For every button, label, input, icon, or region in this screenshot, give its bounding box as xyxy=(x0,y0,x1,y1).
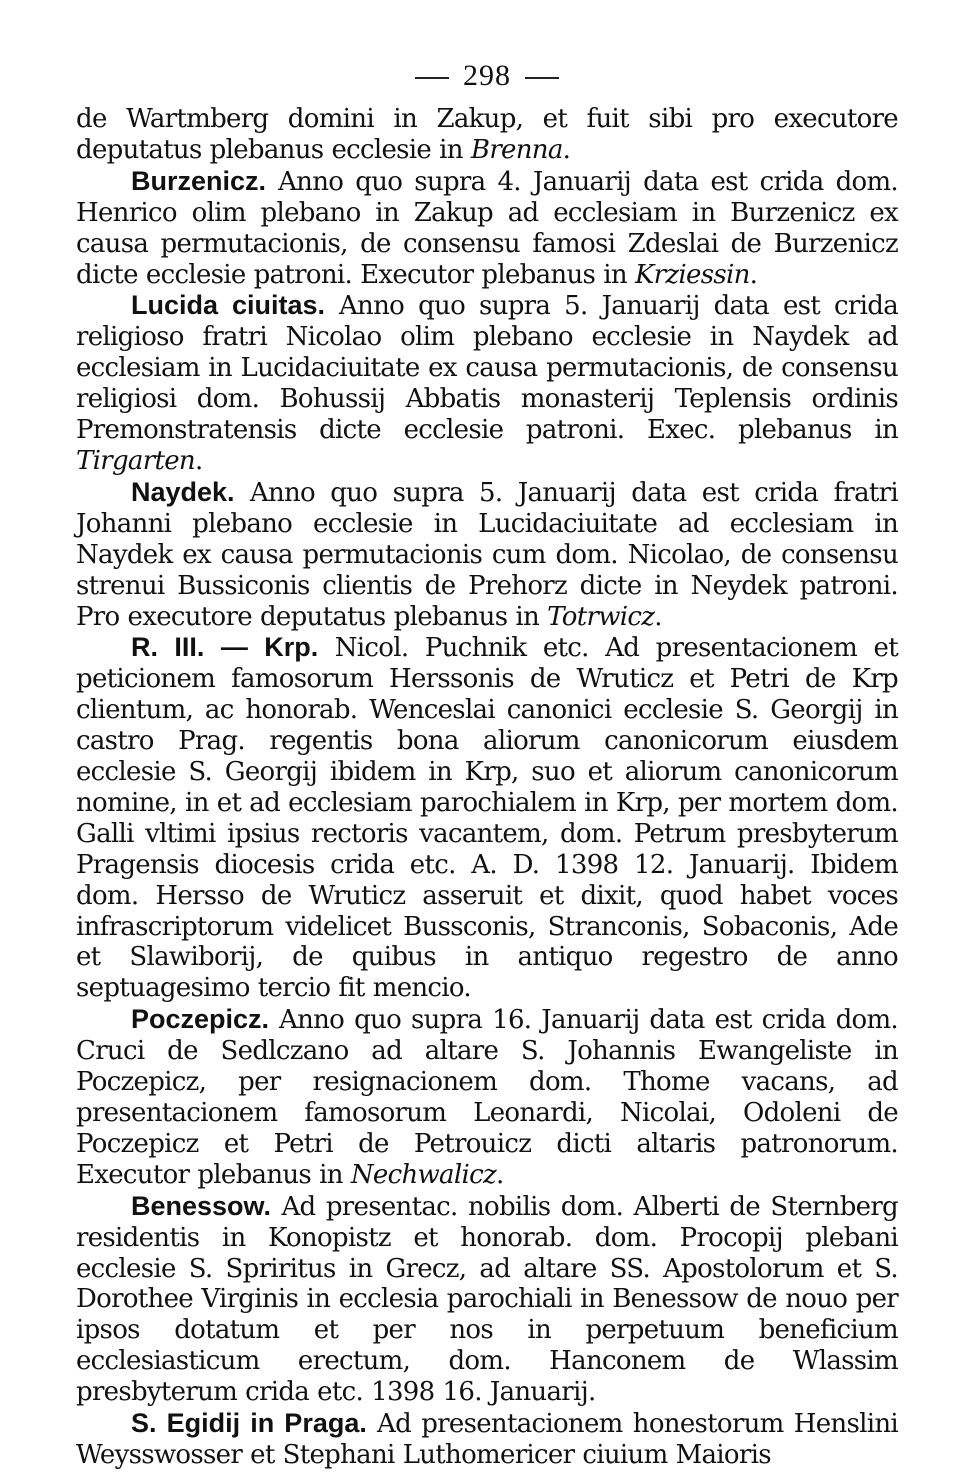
entry-heading: Poczepicz. xyxy=(131,1004,270,1035)
entry-heading: S. Egidij in Praga. xyxy=(131,1408,367,1439)
paragraph-text: . xyxy=(654,601,662,632)
entry-heading: Burzenicz. xyxy=(131,165,267,196)
header-dash-right xyxy=(525,77,559,79)
italic-place-name: Nechwalicz xyxy=(350,1159,496,1190)
paragraph-text: Ad presentacionem honestorum Henslini Weysswosser et Stephani Luthomericer ciuium Maioris xyxy=(76,1409,898,1470)
italic-place-name: Tirgarten xyxy=(76,445,195,476)
paragraph-text: Anno quo supra 16. Januarij data est crida dom. Cruci de Sedlczano ad altare S. Johannis Ewangeliste in Poczepicz, per resignacionem dom. Thome vacans, ad presentacionem famosorum Leonardi, Nicolai, Odoleni de Poczepicz et Petri de Petrouicz dicti altaris patronorum. Executor plebanus in xyxy=(76,1005,898,1190)
paragraph-text: Anno quo supra 4. Januarij data est crida dom. Henrico olim plebano in Zakup ad ecclesiam in Burzenicz ex causa permutacionis, de consensu famosi Zdeslai de Burzenicz dicte ecclesie patroni. Executor plebanus in xyxy=(76,166,898,290)
paragraph-text: Nicol. Puchnik etc. Ad presentacionem et peticionem famosorum Herssonis de Wruticz et Petri de Krp clientum, ac honorab. Wenceslai canonici ecclesie S. Georgij in castro Prag. regentis bona aliorum canonicorum eiusdem ecclesie S. Georgij ibidem in Krp, suo et aliorum canonicorum nomine, in et ad ecclesiam parochialem in Krp, per mortem dom. Galli vltimi ipsius rectoris vacantem, dom. Petrum presbyterum Pragensis diocesis crida etc. A. D. 1398 12. Januarij. Ibidem dom. Hersso de Wruticz asseruit et dixit, quod habet voces infrascriptorum videlicet Bussconis, Stranconis, Sobaconis, Ade et Slawiborij, de quibus in antiquo regestro de anno septuagesimo tercio fit mencio. xyxy=(76,633,898,1004)
italic-place-name: Totrwicz xyxy=(547,601,655,632)
entry-heading: R. III. — Krp. xyxy=(131,632,319,663)
paragraph xyxy=(76,477,898,633)
paragraph-text: de Wartmberg domini in Zakup, et fuit sibi pro executore deputatus plebanus ecclesie in xyxy=(76,104,898,165)
italic-place-name: Brenna xyxy=(470,134,563,165)
paragraph xyxy=(76,1004,898,1190)
entry-heading: Benessow. xyxy=(131,1190,272,1221)
paragraph-text: Ad presentac. nobilis dom. Alberti de Sternberg residentis in Konopistz et honorab. dom. Procopij plebani ecclesie S. Spriritus in Grecz, ad altare SS. Apostolorum et S. Dorothee Virginis in ecclesia parochiali in Benessow de nouo per ipsos dotatum et per nos in perpetuum beneficium ecclesiasticum erectum, dom. Hanconem de Wlassim presbyterum crida etc. 1398 16. Januarij. xyxy=(76,1191,898,1408)
entry-heading: Lucida ciuitas. xyxy=(131,290,325,321)
paragraph-text: . xyxy=(194,445,203,476)
page-number: 298 xyxy=(463,59,511,92)
paragraph-text: Anno quo supra 5. Januarij data est crida fratri Johanni plebano ecclesie in Lucidaciuitate ad ecclesiam in Naydek ex causa permutacionis cum dom. Nicolao, de consensu strenui Bussiconis clientis de Prehorz dicte in Neydek patroni. Pro executore deputatus plebanus in xyxy=(76,477,898,632)
header-dash-left xyxy=(415,77,449,79)
paragraph xyxy=(76,632,898,1004)
italic-place-name: Krziessin xyxy=(634,259,750,290)
paragraph xyxy=(76,290,898,476)
page-header xyxy=(76,58,898,94)
paragraph-text: . xyxy=(562,134,571,165)
entry-heading: Naydek. xyxy=(131,476,235,507)
paragraph xyxy=(76,1408,898,1471)
paragraph xyxy=(76,166,898,291)
paragraph xyxy=(76,104,898,166)
paragraph-text: . xyxy=(749,259,758,290)
paragraph-text: . xyxy=(495,1159,504,1190)
paragraph-text: Anno quo supra 5. Januarij data est crida religioso fratri Nicolao olim plebano ecclesie in Naydek ad ecclesiam in Lucidaciuitate ex causa permutacionis, de consensu religiosi dom. Bohussij Abbatis monasterij Teplensis ordinis Premonstratensis dicte ecclesie patroni. Exec. plebanus in xyxy=(76,291,898,446)
document-body xyxy=(76,104,898,1471)
paragraph xyxy=(76,1191,898,1408)
